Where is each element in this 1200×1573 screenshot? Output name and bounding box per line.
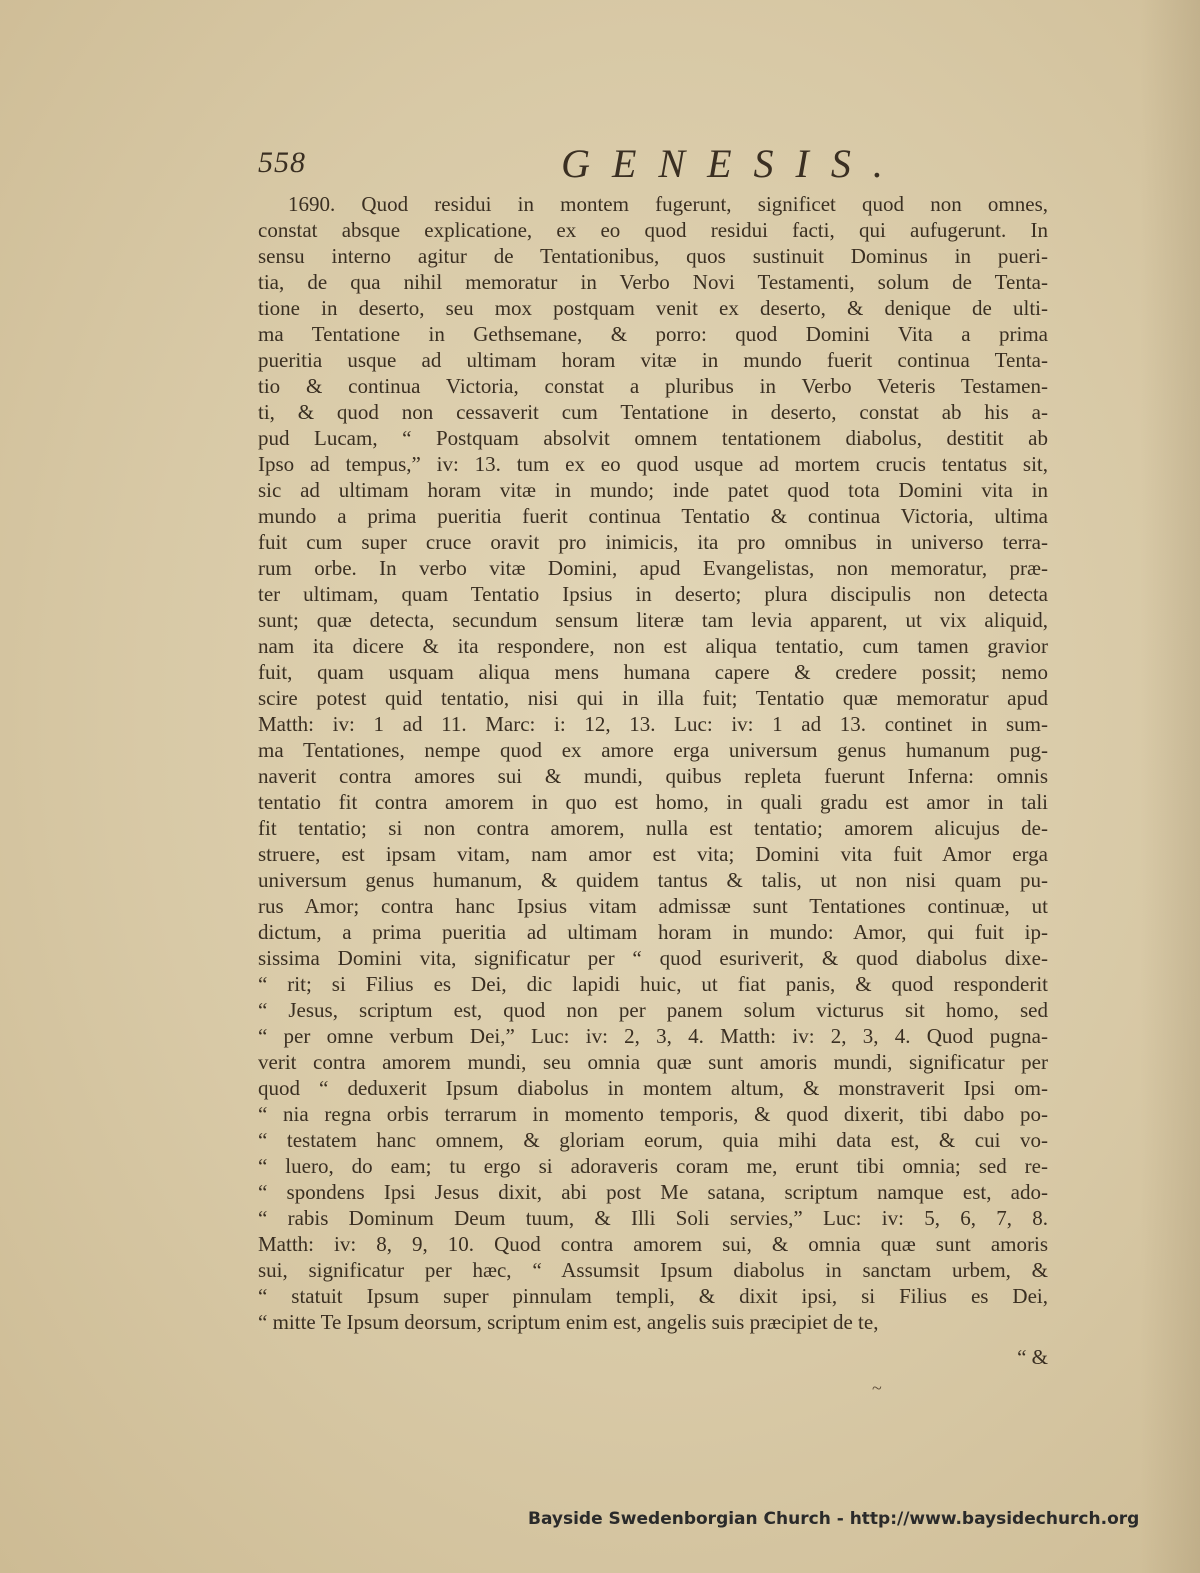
text-line: fit tentatio; si non contra amorem, nulla est tentatio; amorem alicujus de- <box>258 816 1048 840</box>
text-line: ter ultimam, quam Tentatio Ipsius in deserto; plura discipulis non detecta <box>258 582 1048 606</box>
text-line: tia, de qua nihil memoratur in Verbo Novi Testamenti, solum de Tenta- <box>258 270 1048 294</box>
text-line: “ rit; si Filius es Dei, dic lapidi huic, ut fiat panis, & quod responderit <box>258 972 1048 996</box>
printer-mark: ~ <box>872 1378 882 1398</box>
body-text <box>258 191 1048 1335</box>
text-line: fuit cum super cruce oravit pro inimicis, ita pro omnibus in universo terra- <box>258 530 1048 554</box>
text-line: fuit, quam usquam aliqua mens humana capere & credere possit; nemo <box>258 660 1048 684</box>
text-line: “ per omne verbum Dei,” Luc: iv: 2, 3, 4. Matth: iv: 2, 3, 4. Quod pugna- <box>258 1024 1048 1048</box>
text-line: “ rabis Dominum Deum tuum, & Illi Soli servies,” Luc: iv: 5, 6, 7, 8. <box>258 1206 1048 1230</box>
text-line: ma Tentatione in Gethsemane, & porro: quod Domini Vita a prima <box>258 322 1048 346</box>
text-line: rum orbe. In verbo vitæ Domini, apud Evangelistas, non memoratur, præ- <box>258 556 1048 580</box>
text-line: “ luero, do eam; tu ergo si adoraveris coram me, erunt tibi omnia; sed re- <box>258 1154 1048 1178</box>
text-line: tione in deserto, seu mox postquam venit ex deserto, & denique de ulti- <box>258 296 1048 320</box>
page-number: 558 <box>258 146 306 179</box>
text-line: “ nia regna orbis terrarum in momento temporis, & quod dixerit, tibi dabo po- <box>258 1102 1048 1126</box>
text-line: “ mitte Te Ipsum deorsum, scriptum enim est, angelis suis præcipiet de te, <box>258 1310 879 1334</box>
text-line: naverit contra amores sui & mundi, quibus repleta fuerunt Inferna: omnis <box>258 764 1048 788</box>
text-line: scire potest quid tentatio, nisi qui in illa fuit; Tentatio quæ memoratur apud <box>258 686 1048 710</box>
text-line: ma Tentationes, nempe quod ex amore erga universum genus humanum pug- <box>258 738 1048 762</box>
text-line: 1690. Quod residui in montem fugerunt, significet quod non omnes, <box>288 192 1048 216</box>
text-line: ti, & quod non cessaverit cum Tentatione in deserto, constat ab his a- <box>258 400 1048 424</box>
text-line: Ipso ad tempus,” iv: 13. tum ex eo quod usque ad mortem crucis tentatus sit, <box>258 452 1048 476</box>
text-line: Matth: iv: 1 ad 11. Marc: i: 12, 13. Luc: iv: 1 ad 13. continet in sum- <box>258 712 1048 736</box>
text-line: sui, significatur per hæc, “ Assumsit Ipsum diabolus in sanctam urbem, & <box>258 1258 1048 1282</box>
footer-credit: Bayside Swedenborgian Church - http://www.baysidechurch.org <box>528 1509 1140 1529</box>
text-line: Matth: iv: 8, 9, 10. Quod contra amorem sui, & omnia quæ sunt amoris <box>258 1232 1048 1256</box>
text-line: pud Lucam, “ Postquam absolvit omnem tentationem diabolus, destitit ab <box>258 426 1048 450</box>
page-header <box>258 140 1048 190</box>
text-line: sic ad ultimam horam vitæ in mundo; inde patet quod tota Domini vita in <box>258 478 1048 502</box>
text-line: mundo a prima pueritia fuerit continua Tentatio & continua Victoria, ultima <box>258 504 1048 528</box>
catchword: “ & <box>1017 1345 1048 1369</box>
page-edge-shadow <box>1140 0 1200 1573</box>
text-line: tentatio fit contra amorem in quo est homo, in quali gradu est amor in tali <box>258 790 1048 814</box>
text-line: rus Amor; contra hanc Ipsius vitam admissæ sunt Tentationes continuæ, ut <box>258 894 1048 918</box>
text-line: universum genus humanum, & quidem tantus & talis, ut non nisi quam pu- <box>258 868 1048 892</box>
text-line: sunt; quæ detecta, secundum sensum literæ tam levia apparent, ut vix aliquid, <box>258 608 1048 632</box>
text-line: sensu interno agitur de Tentationibus, quos sustinuit Dominus in pueri- <box>258 244 1048 268</box>
text-line: “ testatem hanc omnem, & gloriam eorum, quia mihi data est, & cui vo- <box>258 1128 1048 1152</box>
text-line: “ statuit Ipsum super pinnulam templi, & dixit ipsi, si Filius es Dei, <box>258 1284 1048 1308</box>
text-line: “ spondens Ipsi Jesus dixit, abi post Me satana, scriptum namque est, ado- <box>258 1180 1048 1204</box>
running-title: GENESIS. <box>561 141 905 186</box>
text-line: quod “ deduxerit Ipsum diabolus in montem altum, & monstraverit Ipsi om- <box>258 1076 1048 1100</box>
text-line: pueritia usque ad ultimam horam vitæ in mundo fuerit continua Tenta- <box>258 348 1048 372</box>
text-line: dictum, a prima pueritia ad ultimam horam in mundo: Amor, qui fuit ip- <box>258 920 1048 944</box>
text-line: tio & continua Victoria, constat a pluribus in Verbo Veteris Testamen- <box>258 374 1048 398</box>
text-line: “ Jesus, scriptum est, quod non per panem solum victurus sit homo, sed <box>258 998 1048 1022</box>
text-line: constat absque explicatione, ex eo quod residui facti, qui aufugerunt. In <box>258 218 1048 242</box>
text-line: struere, est ipsam vitam, nam amor est vita; Domini vita fuit Amor erga <box>258 842 1048 866</box>
text-line: sissima Domini vita, significatur per “ quod esuriverit, & quod diabolus dixe- <box>258 946 1048 970</box>
text-line: nam ita dicere & ita respondere, non est aliqua tentatio, cum tamen gravior <box>258 634 1048 658</box>
text-line: verit contra amorem mundi, seu omnia quæ sunt amoris mundi, significatur per <box>258 1050 1048 1074</box>
